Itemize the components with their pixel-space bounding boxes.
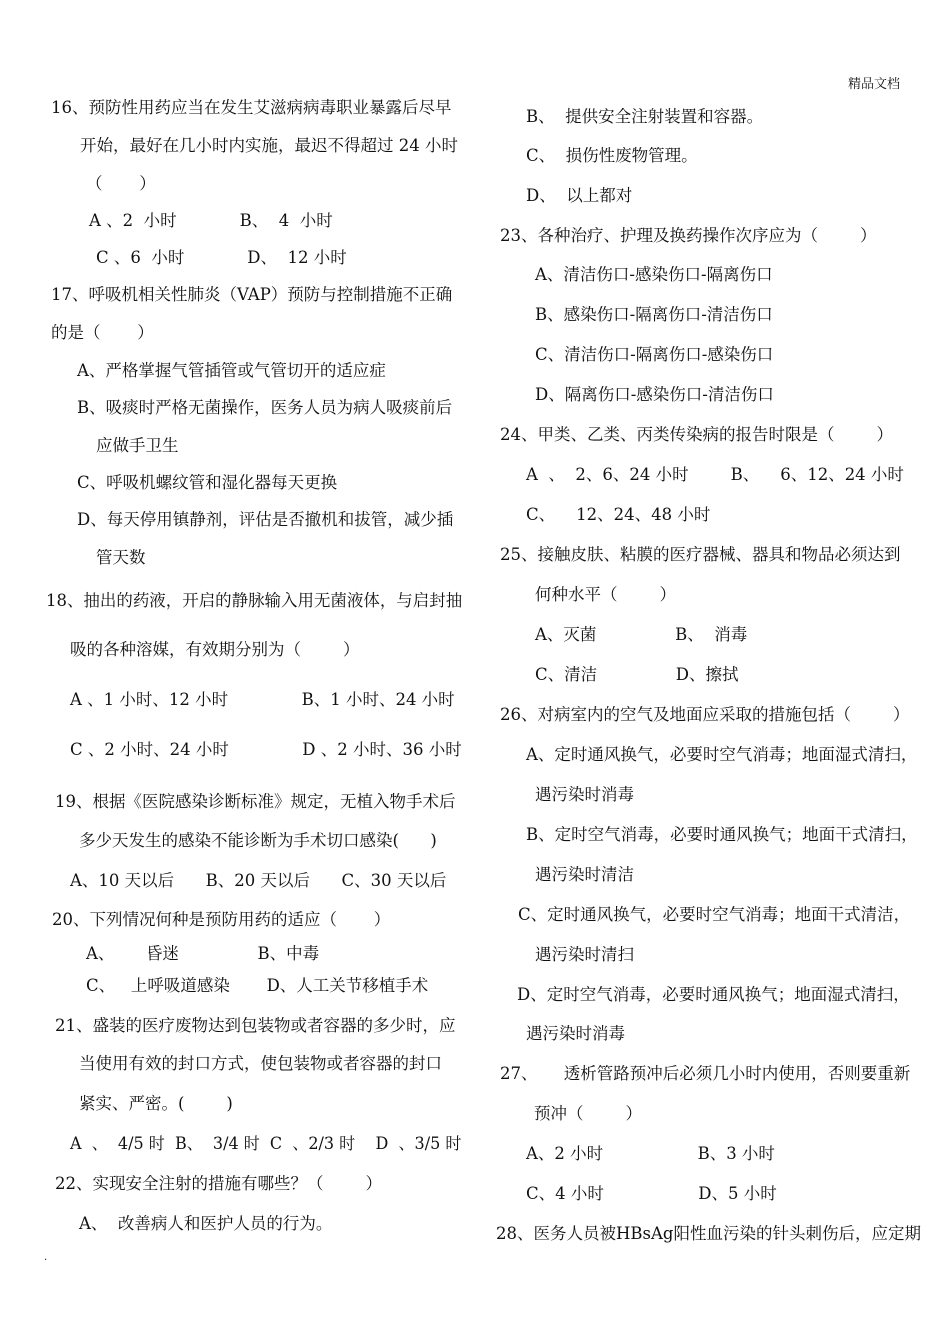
q21-stem-line1: 21、盛装的医疗废物达到包装物或者容器的多少时，应 xyxy=(55,1016,456,1035)
q21-stem-line3: 紧实、严密。( ) xyxy=(79,1094,233,1113)
q16-options-cd: C 、6 小时 D、 12 小时 xyxy=(96,248,347,267)
q17-option-d-line2: 管天数 xyxy=(96,548,146,567)
q18-options-ab: A 、1 小时、12 小时 B、1 小时、24 小时 xyxy=(70,690,455,709)
q27-stem-line1: 27、 透析管路预冲后必须几小时内使用，否则要重新 xyxy=(500,1064,911,1083)
q25-stem-line1: 25、接触皮肤、粘膜的医疗器械、器具和物品必须达到 xyxy=(500,545,901,564)
q26-stem: 26、对病室内的空气及地面应采取的措施包括（ ） xyxy=(500,705,910,724)
q17-option-c: C、呼吸机螺纹管和湿化器每天更换 xyxy=(77,473,338,492)
q25-options-cd: C、清洁 D、擦拭 xyxy=(535,665,739,684)
q26-option-b-line1: B、定时空气消毒，必要时通风换气；地面干式清扫， xyxy=(526,825,918,844)
q27-options-ab: A、2 小时 B、3 小时 xyxy=(526,1144,775,1163)
footer-dot: . xyxy=(44,1252,48,1263)
q22-stem: 22、实现安全注射的措施有哪些？（ ） xyxy=(55,1174,382,1193)
q19-stem-line2: 多少天发生的感染不能诊断为手术切口感染( ) xyxy=(79,831,437,850)
q22-option-b: B、 提供安全注射装置和容器。 xyxy=(526,107,764,126)
q16-stem-line1: 16、预防性用药应当在发生艾滋病病毒职业暴露后尽早 xyxy=(51,98,452,117)
q26-option-c-line2: 遇污染时清扫 xyxy=(535,945,634,964)
q24-stem: 24、甲类、乙类、丙类传染病的报告时限是（ ） xyxy=(500,425,893,444)
q26-option-a-line1: A、定时通风换气，必要时空气消毒；地面湿式清扫， xyxy=(526,745,918,764)
q20-options-cd: C、 上呼吸道感染 D、人工关节移植手术 xyxy=(86,976,429,995)
q18-stem-line2: 吸的各种溶媒，有效期分别为（ ） xyxy=(70,640,360,659)
q23-stem: 23、各种治疗、护理及换药操作次序应为（ ） xyxy=(500,226,877,245)
q16-stem-line2: 开始，最好在几小时内实施，最迟不得超过 24 小时 xyxy=(80,136,458,155)
q22-option-a: A、 改善病人和医护人员的行为。 xyxy=(79,1214,333,1233)
q26-option-a-line2: 遇污染时消毒 xyxy=(535,785,634,804)
q17-option-b-line2: 应做手卫生 xyxy=(96,436,179,455)
q22-option-c: C、 损伤性废物管理。 xyxy=(526,146,698,165)
q26-option-c-line1: C、定时通风换气，必要时空气消毒；地面干式清洁， xyxy=(518,905,911,924)
q20-stem: 20、下列情况何种是预防用药的适应（ ） xyxy=(52,910,391,929)
q17-stem-line1: 17、呼吸机相关性肺炎（VAP）预防与控制措施不正确 xyxy=(51,285,453,304)
q26-option-d-line1: D、定时空气消毒，必要时通风换气；地面湿式清扫， xyxy=(517,985,910,1004)
q24-options-ab: A 、 2、6、24 小时 B、 6、12、24 小时 xyxy=(526,465,904,484)
q18-options-cd: C 、2 小时、24 小时 D 、2 小时、36 小时 xyxy=(70,740,462,759)
q23-option-b: B、感染伤口-隔离伤口-清洁伤口 xyxy=(535,305,773,324)
q17-option-b-line1: B、吸痰时严格无菌操作，医务人员为病人吸痰前后 xyxy=(77,398,453,417)
q25-stem-line2: 何种水平（ ） xyxy=(535,585,676,604)
q28-stem-line1: 28、医务人员被HBsAg阳性血污染的针头刺伤后，应定期 xyxy=(496,1224,921,1243)
q19-stem-line1: 19、根据《医院感染诊断标准》规定，无植入物手术后 xyxy=(55,792,456,811)
q27-stem-line2: 预冲（ ） xyxy=(534,1104,642,1123)
q21-options: A 、 4/5 时 B、 3/4 时 C 、2/3 时 D 、3/5 时 xyxy=(70,1134,462,1153)
q18-stem-line1: 18、抽出的药液，开启的静脉输入用无菌液体，与启封抽 xyxy=(46,591,463,610)
q23-option-a: A、清洁伤口-感染伤口-隔离伤口 xyxy=(535,265,773,284)
q26-option-b-line2: 遇污染时清洁 xyxy=(535,865,634,884)
q17-stem-line2: 的是（ ） xyxy=(51,323,154,342)
page-header-label: 精品文档 xyxy=(848,77,901,92)
q25-options-ab: A、灭菌 B、 消毒 xyxy=(535,625,748,644)
q19-options: A、10 天以后 B、20 天以后 C、30 天以后 xyxy=(70,871,447,890)
q16-options-ab: A 、2 小时 B、 4 小时 xyxy=(89,211,333,230)
q17-option-d-line1: D、每天停用镇静剂，评估是否撤机和拔管，减少插 xyxy=(77,510,454,529)
q17-option-a: A、严格掌握气管插管或气管切开的适应症 xyxy=(77,361,386,380)
q23-option-d: D、隔离伤口-感染伤口-清洁伤口 xyxy=(535,385,774,404)
q26-option-d-line2: 遇污染时消毒 xyxy=(526,1024,625,1043)
q21-stem-line2: 当使用有效的封口方式，使包装物或者容器的封口 xyxy=(79,1054,442,1073)
q16-answer-blank: （ ） xyxy=(86,174,156,193)
q20-options-ab: A、 昏迷 B、中毒 xyxy=(86,944,320,963)
q23-option-c: C、清洁伤口-隔离伤口-感染伤口 xyxy=(535,345,774,364)
q27-options-cd: C、4 小时 D、5 小时 xyxy=(526,1184,777,1203)
q22-option-d: D、 以上都对 xyxy=(526,186,633,205)
q24-option-c: C、 12、24、48 小时 xyxy=(526,505,711,524)
